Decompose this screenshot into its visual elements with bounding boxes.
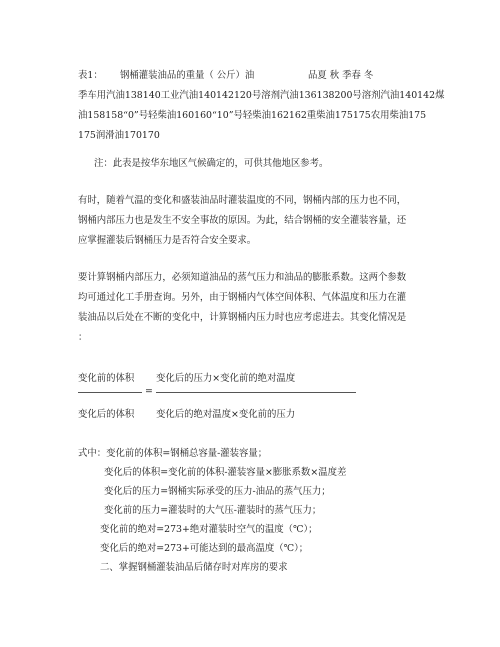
paragraph-line: 装油品以后处在不断的变化中，计算钢桶内压力时也应考虑进去。其变化情况是 bbox=[78, 312, 407, 323]
paragraph-line: ： bbox=[78, 332, 88, 343]
definition-item: 变化后的体积=变化前的体积-灌装容量×膨胀系数×温度差 bbox=[104, 467, 347, 478]
table-title: 钢桶灌装油品的重量（ 公斤）油 bbox=[120, 70, 255, 81]
definition-temp: 变化前的绝对=273+绝对灌装时空气的温度（℃）； bbox=[100, 524, 318, 535]
formula-lhs-denominator: 变化后的体积 bbox=[78, 409, 135, 420]
paragraph-line: 应掌握灌装后钢桶压力是否符合安全要求。 bbox=[78, 235, 257, 246]
table-note: 注：此表是按华东地区气候确定的，可供其他地区参考。 bbox=[94, 158, 329, 169]
table-header bbox=[78, 70, 373, 82]
fraction-bar-left bbox=[78, 392, 142, 393]
section-heading: 二、掌握钢桶灌装油品后储存时对库房的要求 bbox=[100, 562, 288, 573]
definition-item: 变化前的压力=灌装时的大气压-灌装时的蒸气压力； bbox=[104, 505, 322, 516]
definition-temp: 变化后的绝对=273+可能达到的最高温度（℃）； bbox=[100, 543, 309, 554]
paragraph-line: 要计算钢桶内部压力，必须知道油品的蒸气压力和油品的膨胀系数。这两个参数 bbox=[78, 272, 407, 283]
formula-equals: = bbox=[145, 386, 153, 397]
paragraph-line: 均可通过化工手册查询。另外，由于钢桶内气体空间体积、气体温度和压力在灌 bbox=[78, 292, 407, 303]
definition-intro: 式中：变化前的体积=钢桶总容量-灌装容量； bbox=[78, 448, 268, 459]
paragraph-line: 有时，随着气温的变化和盛装油品时灌装温度的不同，钢桶内部的压力也不同， bbox=[78, 195, 407, 206]
table-label: 表1： bbox=[78, 70, 103, 81]
fraction-bar-right bbox=[156, 392, 356, 393]
table-line: 季车用汽油138140工业汽油140142120号溶剂汽油136138200号溶剂汽油140142煤 bbox=[78, 90, 445, 101]
definition-item: 变化后的压力=钢桶实际承受的压力-油品的蒸气压力； bbox=[104, 486, 331, 497]
formula-rhs-numerator: 变化后的压力×变化前的绝对温度 bbox=[156, 373, 296, 384]
table-seasons: 品夏 秋 季春 冬 bbox=[308, 70, 374, 81]
paragraph-line: 钢桶内部压力也是发生不安全事故的原因。为此，结合钢桶的安全灌装容量，还 bbox=[78, 215, 407, 226]
table-line: 油158158“0”号轻柴油160160“10”号轻柴油162162重柴油175175农用柴油175 bbox=[78, 110, 427, 121]
formula-lhs-numerator: 变化前的体积 bbox=[78, 373, 135, 384]
table-line: 175润滑油170170 bbox=[78, 130, 160, 141]
formula-rhs-denominator: 变化后的绝对温度×变化前的压力 bbox=[156, 409, 296, 420]
